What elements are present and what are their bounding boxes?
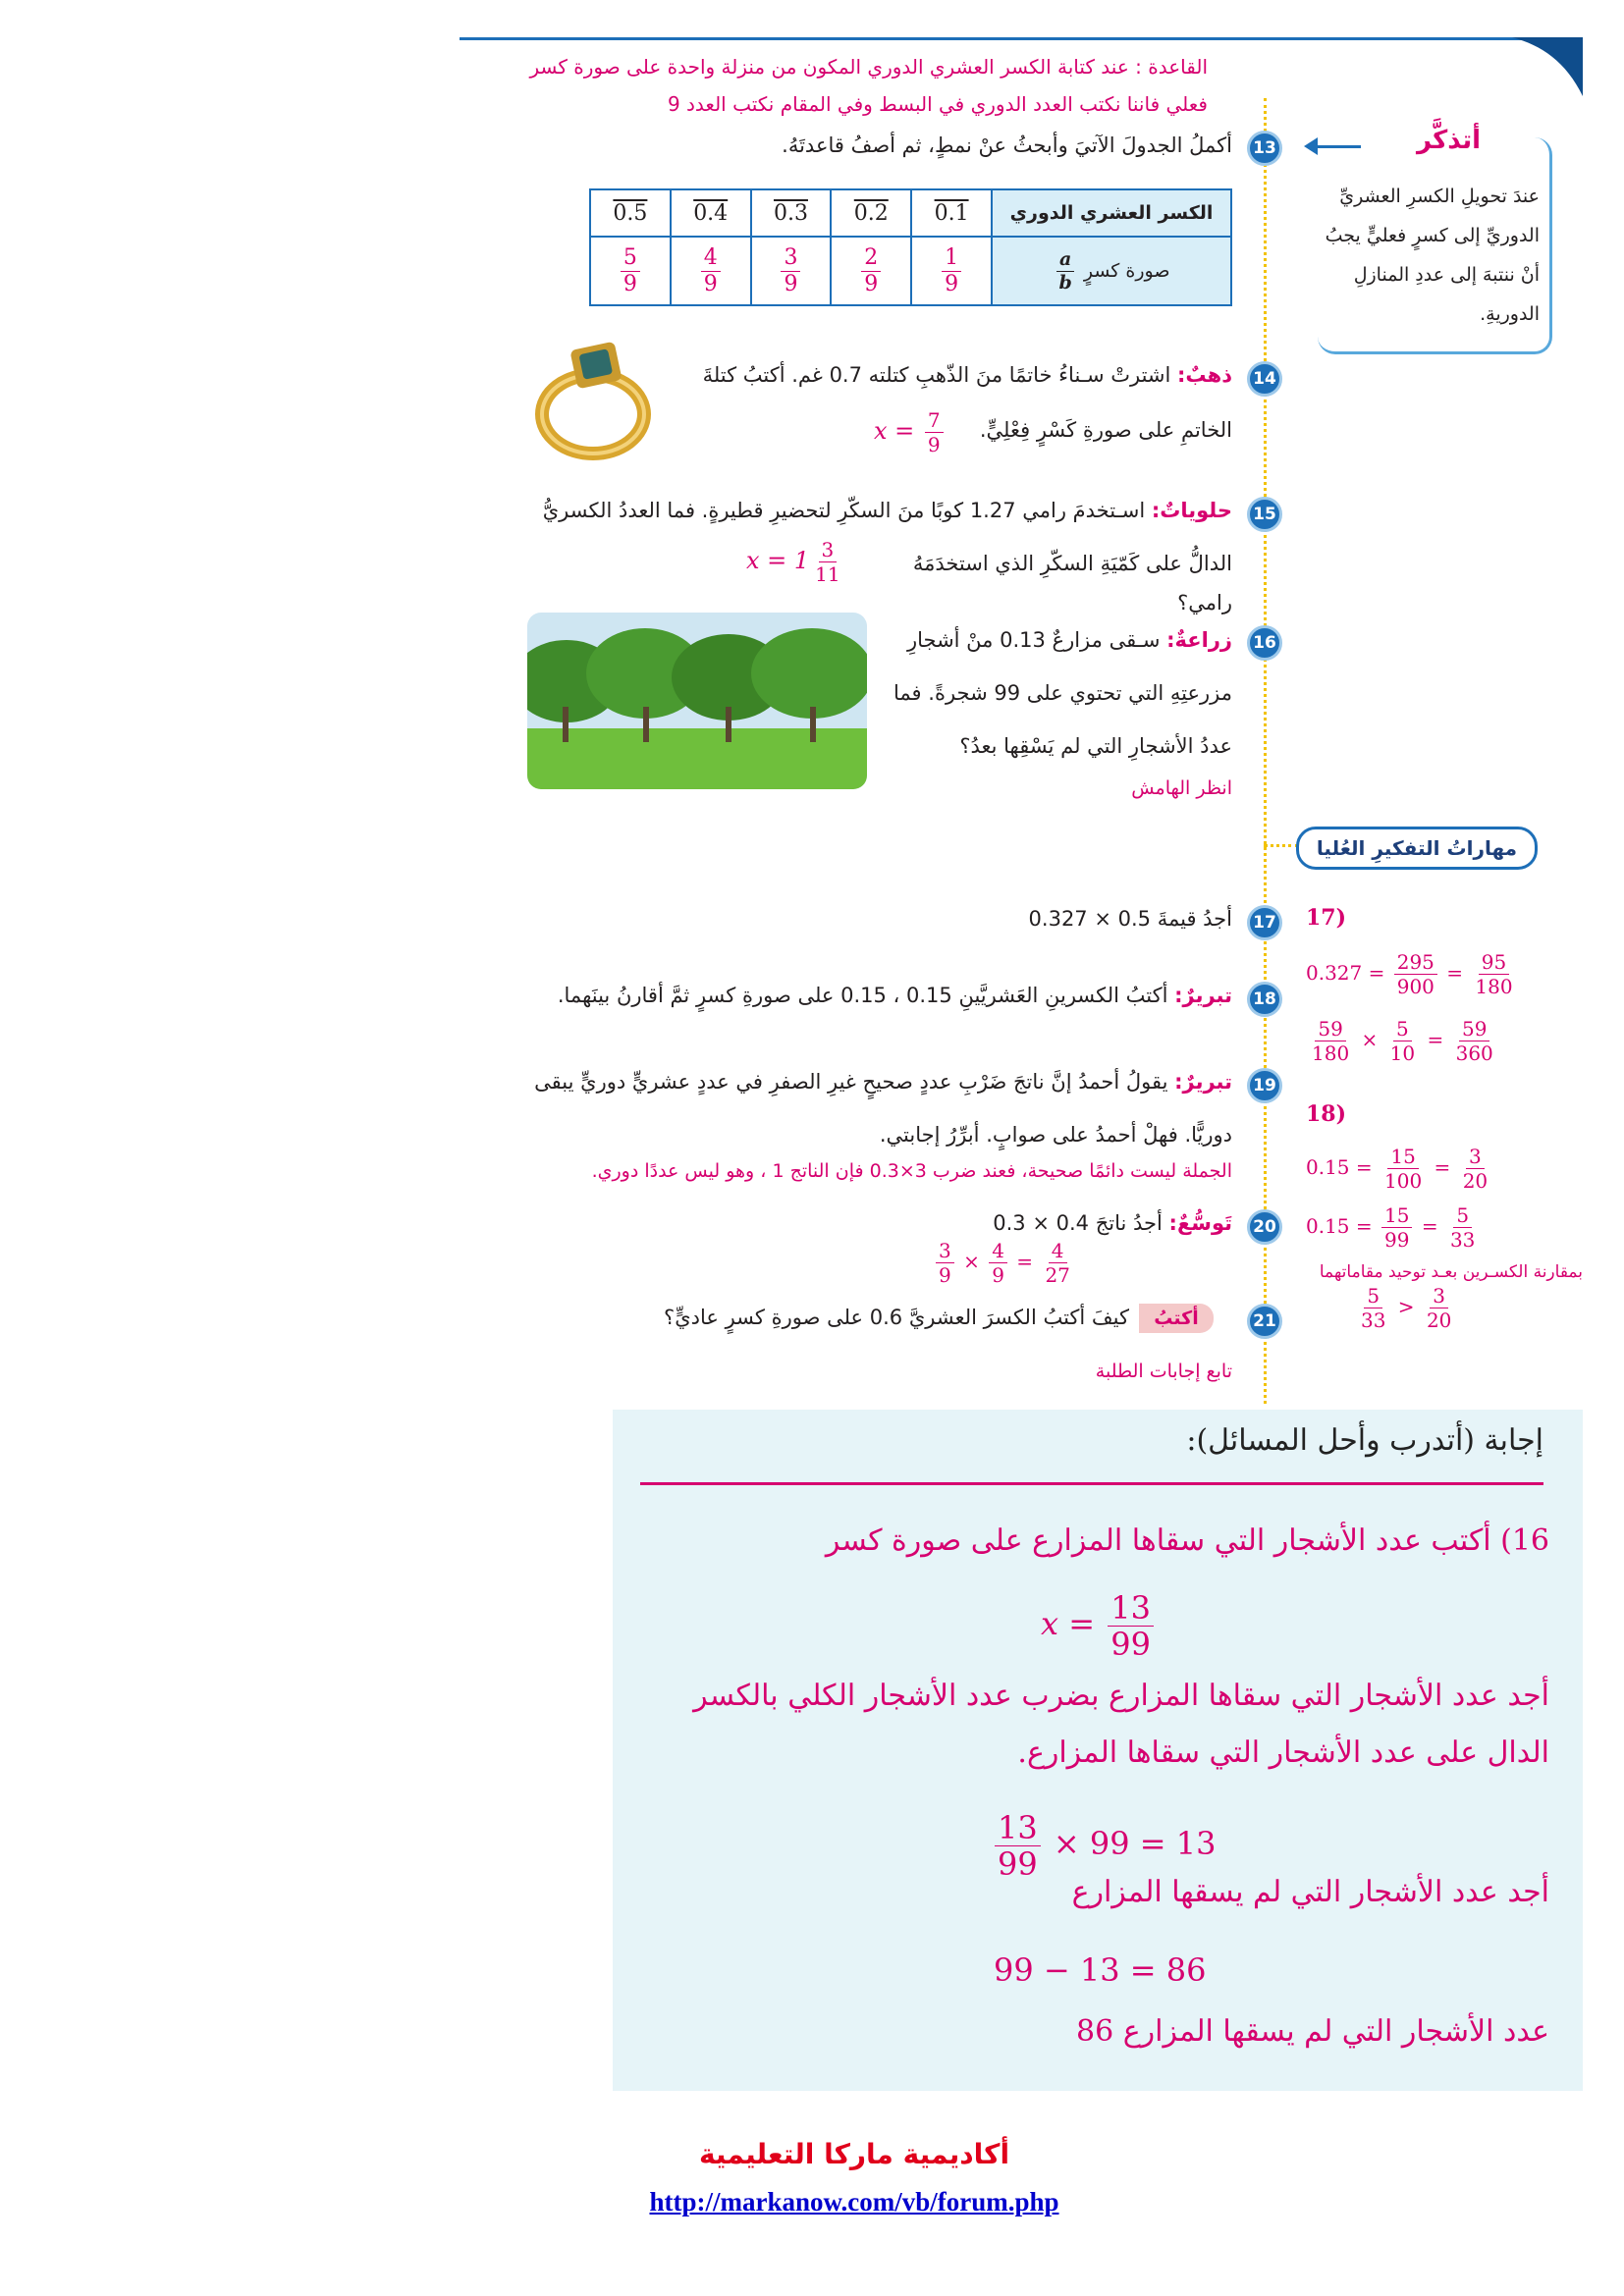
table-header-fraction: صورة كسرٍ $\frac{a}{b}$ [992,237,1231,305]
answer-box-eq2: $\frac{13}{99}$ × 99 = 13 [992,1812,1216,1880]
q18-text: تبريرٌ: أكتبُ الكسرينِ العَشريَّينِ 0.15 ، 0.15 على صورةِ كسرٍ ثمَّ أقارنُ بينَهما. [557,984,1232,1007]
answer-box-eq1: x = $\frac{13}{99}$ [1041,1592,1157,1660]
forum-link[interactable]: http://markanow.com/vb/forum.php [649,2187,1059,2216]
table-cell: $\frac{3}{9}$ [751,237,832,305]
remember-text: عندَ تحويلِ الكسرِ العشريِّ الدوريِّ إلى كسرٍ فعليٍّ يجبُ أنْ ننتبهَ إلى عددِ المنازلِ الدوريةِ. [1325,186,1540,325]
answer-box-question: 16) أكتب عدد الأشجار التي سقاها المزارع على صورة كسر [825,1523,1549,1558]
q19-line-1: تبريرٌ: يقولُ أحمدُ إنَّ ناتجَ ضَرْبِ عددٍ صحيحٍ غيرِ الصفرِ في عددٍ عشريٍّ دوريٍّ يبقى [534,1070,1232,1094]
question-number-15: 15 [1247,497,1282,532]
q21-text: كيفَ أكتبُ الكسرَ العشريَّ 0.6 على صورةِ كسرٍ عاديٍّ؟ [664,1306,1129,1329]
q14-line-1: ذهبٌ: اشترتْ سـناءُ خاتمًا منَ الذّهبِ كتلته 0.7 غم. أكتبُ كتلةَ [702,363,1232,387]
table-cell: 0.1 [911,189,992,237]
margin-a18-compare: $\frac{5}{33}$ > $\frac{3}{20}$ [1361,1284,1452,1332]
q16-line-3: عددُ الأشجارِ التي لم يَسْقِها بعدُ؟ [959,734,1232,758]
answer-box-step1a: أجد عدد الأشجار التي سقاها المزارع بضرب عدد الأشجار الكلي بالكسر [693,1679,1549,1713]
q17-text: أجدُ قيمةَ 0.5 × 0.327 [1028,907,1232,931]
header-rule [460,37,1583,40]
q20-answer: $\frac{3}{9}$ × $\frac{4}{9}$ = $\frac{4}{27}$ [933,1241,1076,1285]
repeating-decimal-table [589,188,1232,306]
q15-line-1: حلوياتٌ: اسـتخدمَ رامي 1.27 كوبًا منَ السكّرِ لتحضيرِ قطيرةٍ. فما العددُ الكسريُّ [542,499,1232,522]
question-number-16: 16 [1247,625,1282,661]
remember-arrow [1316,145,1361,148]
table-cell: 0.2 [831,189,911,237]
answer-box-rule [640,1482,1543,1485]
q21-tag: أكتبُ [1139,1304,1214,1333]
remember-title: أتذكَّر [1355,126,1489,155]
q15-line-2: الدالُّ على كَمّيَةِ السكّرِ الذي استخدَمَهُ رامي؟ [912,552,1232,614]
q16-line-2: مزرعتِهِ التي تحتوي على 99 شجرةً. فما [893,681,1232,705]
table-cell: $\frac{1}{9}$ [911,237,992,305]
table-cell: 0.4 [671,189,751,237]
trees-photo [527,613,867,789]
margin-a18-text: بمقارنة الكسـرين بعـد توحيد مقاماتهما [1319,1262,1583,1282]
higher-thinking-dotted [1264,844,1299,847]
margin-a17: 17) [1306,905,1347,931]
q19-answer: الجملة ليست دائمًا صحيحة، فعند ضرب 3×0.3 فإن الناتج 1 ، وهو ليس عددًا دوري. [591,1160,1232,1182]
answer-box-eq3: 99 − 13 = 86 [994,1951,1207,1989]
q14-answer: x = $\frac{7}{9}$ [874,410,947,454]
answer-box-step2: أجد عدد الأشجار التي لم يسقها المزارع [1071,1875,1549,1909]
table-cell: $\frac{4}{9}$ [671,237,751,305]
table-header-decimal: الكسر العشري الدوري [992,189,1231,237]
academy-name: أكاديمية ماركا التعليمية [698,2138,1010,2170]
table-cell: 0.3 [751,189,832,237]
question-number-17: 17 [1247,905,1282,940]
q16-line-1: زراعةٌ: سـقى مزارعٌ 0.13 منْ أشجارِ [906,628,1232,652]
question-number-13: 13 [1247,131,1282,166]
q16-note: انظر الهامش [1131,777,1232,799]
gold-ring-image [528,334,656,461]
corner-decoration [1512,37,1583,96]
higher-thinking-title: مهاراتُ التفكيرِ العُليا [1296,827,1538,870]
margin-a18-eq1: 0.15 = $\frac{15}{100}$ = $\frac{3}{20}$ [1306,1145,1489,1193]
margin-a18: 18) [1306,1101,1347,1127]
answer-box-result: عدد الأشجار التي لم يسقها المزارع 86 [1076,2014,1549,2049]
table-cell: 0.5 [590,189,671,237]
margin-a18-eq2: 0.15 = $\frac{15}{99}$ = $\frac{5}{33}$ [1306,1203,1476,1252]
margin-a17-eq1: 0.327 = $\frac{295}{900}$ = $\frac{95}{180}$ [1306,950,1513,998]
q21-note: تابع إجابات الطلبة [1095,1361,1232,1382]
answer-box-step1b: الدال على عدد الأشجار التي سقاها المزارع. [1017,1735,1549,1770]
rule-line-1: القاعدة : عند كتابة الكسر العشري الدوري المكون من منزلة واحدة على صورة كسر [529,55,1208,79]
q19-line-2: دوريًّا. فهلْ أحمدُ على صوابٍ. أبرِّرُ إجابتي. [879,1123,1232,1147]
table-cell: $\frac{5}{9}$ [590,237,671,305]
answer-box-title: إجابة (أتدرب وأحل المسائل): [1186,1423,1543,1458]
q15-answer: x = 1 $\frac{3}{11}$ [746,538,840,586]
table-cell: $\frac{2}{9}$ [831,237,911,305]
question-number-19: 19 [1247,1068,1282,1103]
rule-line-2: فعلي فاننا نكتب العدد الدوري في البسط وفي المقام نكتب العدد 9 [667,92,1208,116]
margin-a17-eq2: $\frac{59}{180}$ × $\frac{5}{10}$ = $\frac{59}{360}$ [1312,1017,1493,1065]
margin-guide-line [1264,98,1267,1404]
q13-text: أكملُ الجدولَ الآتيَ وأبحثُ عنْ نمطٍ، ثم أصفُ قاعدتَهُ. [782,133,1232,157]
remember-arrow-head [1304,137,1318,155]
question-number-20: 20 [1247,1209,1282,1245]
q14-line-2: الخاتمِ على صورةِ كَسْرٍ فِعْلِيٍّ. [979,418,1232,442]
question-number-14: 14 [1247,361,1282,397]
question-number-21: 21 [1247,1304,1282,1339]
q20-text: تَوسُّعٌ: أجدُ ناتجَ 0.4 × 0.3 [993,1211,1232,1235]
question-number-18: 18 [1247,982,1282,1017]
